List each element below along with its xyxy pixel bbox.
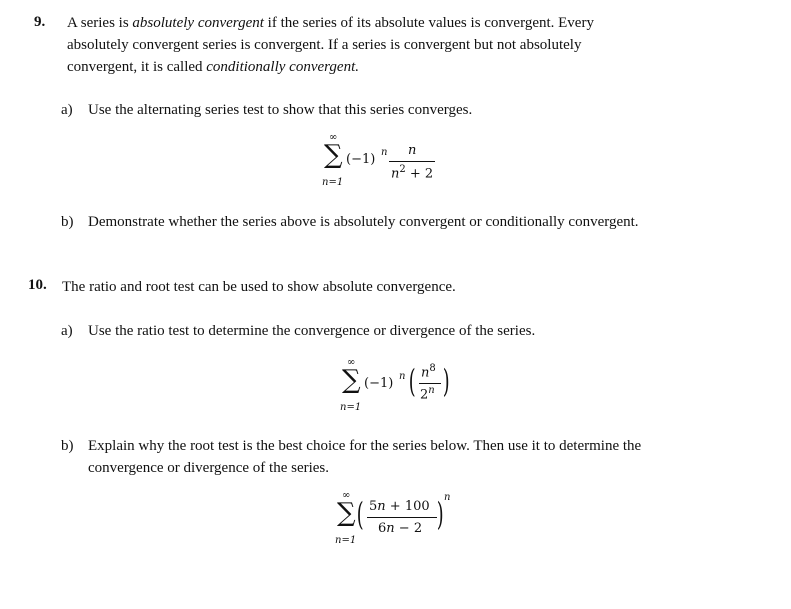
- q9b-label: b): [61, 214, 74, 230]
- q9a-label: a): [61, 102, 73, 118]
- fraction-bar: [419, 383, 441, 384]
- fraction-denominator: 2$^n$: [420, 385, 435, 403]
- fraction-denominator: 6n − 2: [378, 521, 423, 536]
- left-parenthesis: (: [408, 362, 416, 400]
- q10a-series-formula: [336, 355, 466, 417]
- alternating-factor: (−1): [346, 152, 376, 167]
- sum-lower-limit: n=1: [335, 535, 357, 546]
- summation-sign: ∑: [324, 140, 343, 170]
- question-number-10: 10.: [28, 277, 47, 293]
- right-parenthesis: ): [436, 495, 444, 533]
- sum-lower-limit: n=1: [340, 402, 362, 413]
- q10a-label: a): [61, 323, 73, 339]
- sum-upper-limit: ∞: [342, 490, 351, 501]
- q9-definition-paragraph: [67, 12, 727, 78]
- q9a-text: Use the alternating series test to show that this series converges.: [88, 102, 473, 118]
- sum-upper-limit: ∞: [329, 132, 338, 143]
- q9b-text: Demonstrate whether the series above is absolutely convergent or conditionally convergent.: [88, 214, 639, 230]
- fraction-bar: [389, 161, 435, 162]
- alternating-factor: (−1): [364, 376, 394, 391]
- q9a-series-formula: [318, 130, 458, 192]
- alternating-exponent: n: [381, 147, 388, 158]
- fraction-bar: [367, 517, 437, 518]
- outer-exponent: n: [444, 492, 451, 503]
- q10b-series-formula: [333, 488, 463, 550]
- term-absolutely-convergent: absolutely convergent: [132, 15, 264, 31]
- q10a-text: Use the ratio test to determine the convergence or divergence of the series.: [88, 323, 536, 339]
- q10b-text-line-1: Explain why the root test is the best choice for the series below. Then use it to determine the: [88, 438, 642, 454]
- fraction-numerator: $n^8$: [421, 363, 436, 381]
- fraction-numerator: n: [408, 143, 417, 158]
- q9-line-2: absolutely convergent series is convergent. If a series is convergent but not absolutely: [67, 37, 582, 53]
- summation-sign: ∑: [342, 365, 361, 395]
- sum-upper-limit: ∞: [347, 357, 356, 368]
- term-conditionally-convergent: conditionally convergent.: [206, 59, 359, 75]
- fraction-denominator: $n^2 + 2$: [391, 164, 434, 182]
- q9-line-3: convergent, it is called conditionally convergent.: [67, 59, 359, 75]
- left-parenthesis: (: [356, 495, 364, 533]
- q10b-label: b): [61, 438, 74, 454]
- sum-lower-limit: n=1: [322, 177, 344, 188]
- question-number-9: 9.: [34, 14, 46, 30]
- q10b-text-line-2: convergence or divergence of the series.: [88, 460, 330, 476]
- fraction-numerator: 5n + 100: [369, 499, 430, 514]
- summation-sign: ∑: [337, 498, 356, 528]
- q9-line-1: A series is absolutely convergent if the series of its absolute values is convergent. Every: [67, 15, 594, 31]
- q10-intro: The ratio and root test can be used to show absolute convergence.: [62, 279, 456, 295]
- alternating-exponent: n: [399, 371, 406, 382]
- right-parenthesis: ): [442, 362, 450, 400]
